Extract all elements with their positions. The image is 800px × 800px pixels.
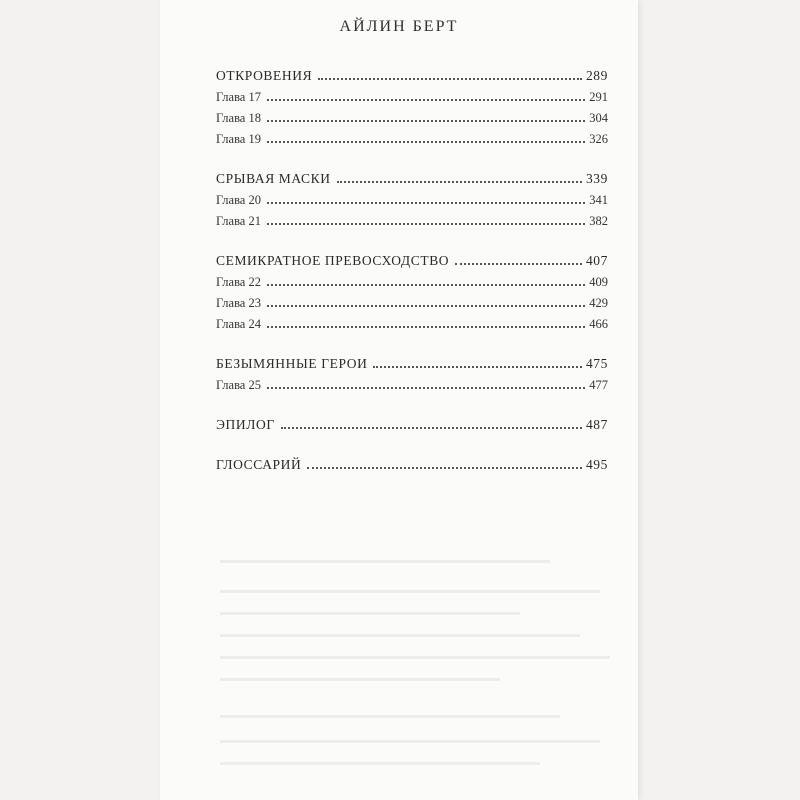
- toc-part-entry: [216, 64, 608, 87]
- toc-chapter-entry-title: Глава 22: [216, 275, 261, 289]
- toc-chapter-entry-title: Глава 21: [216, 214, 261, 228]
- toc-chapter-entry-page-number: 304: [589, 111, 608, 125]
- toc-part-entry-title: БЕЗЫМЯННЫЕ ГЕРОИ: [216, 356, 368, 371]
- toc-chapter-entry-title: Глава 18: [216, 111, 261, 125]
- toc-chapter-entry: [216, 272, 608, 293]
- toc-part-entry-title: СЕМИКРАТНОЕ ПРЕВОСХОДСТВО: [216, 253, 450, 268]
- toc-chapter-entry-page-number: 409: [589, 275, 608, 289]
- toc-chapter-entry: [216, 129, 608, 150]
- toc-part-entry-title: СРЫВАЯ МАСКИ: [216, 171, 331, 186]
- dot-leader: [281, 427, 582, 429]
- dot-leader: [318, 78, 582, 80]
- toc-chapter-entry: [216, 211, 608, 232]
- toc-chapter-entry-page-number: 382: [589, 214, 608, 228]
- toc-chapter-entry-title: Глава 24: [216, 317, 261, 331]
- toc-part-entry-page-number: 487: [585, 417, 608, 432]
- dot-leader: [267, 284, 585, 286]
- toc-part-entry: [216, 413, 608, 436]
- toc-chapter-entry-title: Глава 25: [216, 378, 261, 392]
- toc-chapter-entry-page-number: 341: [589, 193, 608, 207]
- toc-part-entry-page-number: 475: [585, 356, 608, 371]
- dot-leader: [267, 99, 585, 101]
- toc-part-entry: [216, 249, 608, 272]
- toc-chapter-entry-title: Глава 17: [216, 90, 261, 104]
- dot-leader: [267, 326, 585, 328]
- running-header-author: АЙЛИН БЕРТ: [339, 18, 459, 35]
- toc-chapter-entry-title: Глава 19: [216, 132, 261, 146]
- toc-chapter-entry-page-number: 291: [589, 90, 608, 104]
- toc-part-entry-page-number: 495: [585, 457, 608, 472]
- book-page: [160, 0, 638, 800]
- toc-section: [216, 352, 608, 396]
- toc-section: [216, 413, 608, 436]
- dot-leader: [267, 387, 585, 389]
- table-of-contents: [216, 64, 608, 493]
- toc-chapter-entry-title: Глава 23: [216, 296, 261, 310]
- dot-leader: [267, 202, 585, 204]
- toc-chapter-entry: [216, 108, 608, 129]
- toc-chapter-entry-page-number: 429: [589, 296, 608, 310]
- toc-part-entry: [216, 453, 608, 476]
- toc-part-entry: [216, 167, 608, 190]
- toc-chapter-entry-page-number: 326: [589, 132, 608, 146]
- toc-section: [216, 64, 608, 150]
- dot-leader: [267, 120, 585, 122]
- dot-leader: [307, 467, 582, 469]
- toc-chapter-entry: [216, 293, 608, 314]
- toc-part-entry-title: ЭПИЛОГ: [216, 417, 275, 432]
- toc-section: [216, 249, 608, 335]
- toc-part-entry-page-number: 407: [585, 253, 608, 268]
- toc-part-entry-page-number: 289: [585, 68, 608, 83]
- toc-section: [216, 167, 608, 232]
- toc-part-entry-title: ГЛОССАРИЙ: [216, 457, 302, 472]
- dot-leader: [337, 181, 582, 183]
- toc-part-entry-page-number: 339: [585, 171, 608, 186]
- toc-section: [216, 453, 608, 476]
- toc-chapter-entry: [216, 190, 608, 211]
- toc-chapter-entry-title: Глава 20: [216, 193, 261, 207]
- toc-chapter-entry: [216, 375, 608, 396]
- toc-chapter-entry: [216, 87, 608, 108]
- toc-chapter-entry: [216, 314, 608, 335]
- dot-leader: [267, 223, 585, 225]
- dot-leader: [267, 305, 585, 307]
- dot-leader: [267, 141, 585, 143]
- dot-leader: [373, 366, 582, 368]
- toc-part-entry-title: ОТКРОВЕНИЯ: [216, 68, 313, 83]
- toc-part-entry: [216, 352, 608, 375]
- toc-chapter-entry-page-number: 466: [589, 317, 608, 331]
- dot-leader: [455, 263, 582, 265]
- toc-chapter-entry-page-number: 477: [589, 378, 608, 392]
